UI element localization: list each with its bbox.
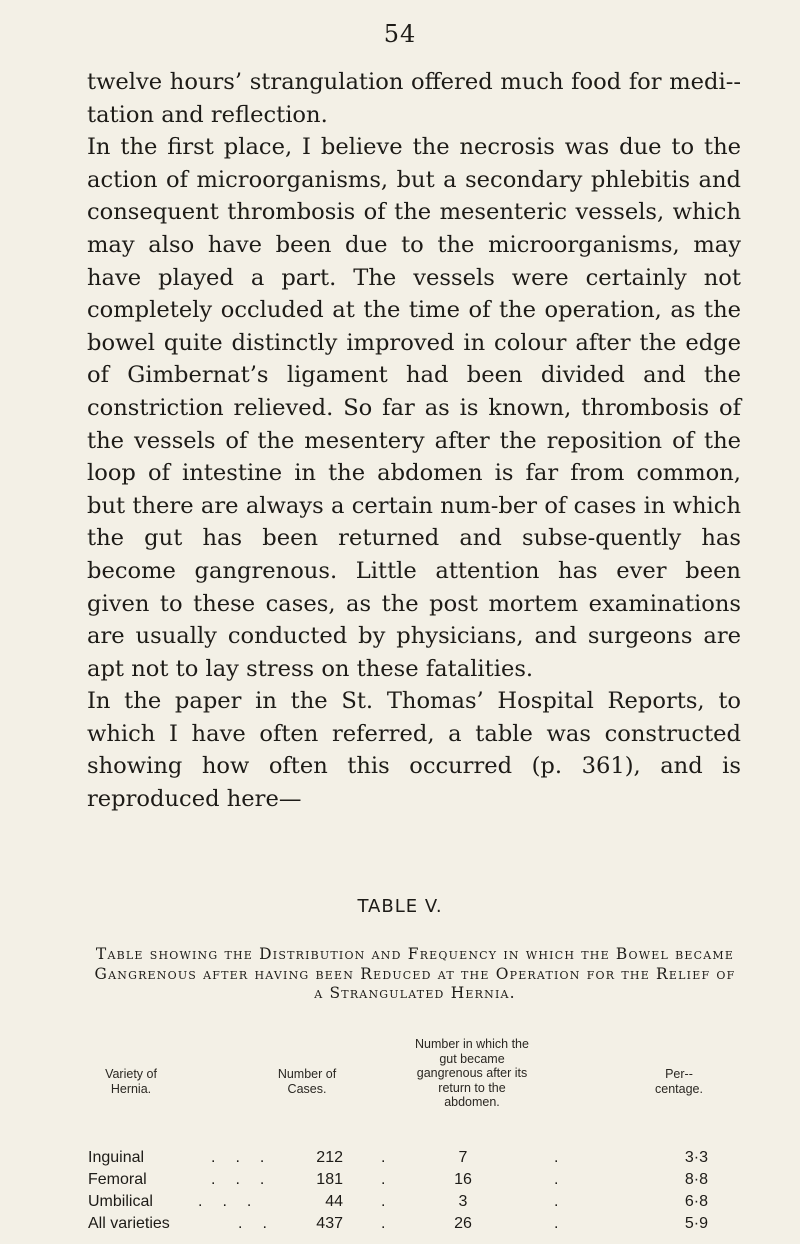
paragraph-3: In the paper in the St. Thomas’ Hospital Reports, to which I have often referred, a table was constructed showing how often this occurred (p. 361), and is reproduced here—	[87, 688, 741, 813]
table-caption: Table showing the Distribution and Frequency in which the Bowel became Gangrenous after having been Reduced at the Operation for the Relief of a Strangulated Hernia.	[94, 945, 736, 1002]
row-variety: Inguinal	[88, 1149, 145, 1166]
leader-dots: ..	[238, 1215, 287, 1232]
table-row	[88, 1149, 748, 1171]
leader-dots: ...	[211, 1171, 285, 1188]
row-variety: All varieties	[88, 1215, 170, 1232]
row-gangrenous: 16	[454, 1171, 472, 1188]
row-cases: 44	[325, 1193, 343, 1210]
leader-dot: .	[554, 1171, 559, 1188]
leader-dot: .	[554, 1193, 559, 1210]
paragraph-2: In the first place, I believe the necrosis was due to the action of microorganisms, but a secondary phlebitis and consequent thrombosis of the mesenteric vessels, which may also have been due to the microorganisms, may have played a part. The vessels were certainly not completely occluded at the time of the operation, as the bowel quite distinctly improved in colour after the edge of Gimbernat’s ligament had been divided and the constriction relieved. So far as is known, thrombosis of the vessels of the mesentery after the reposition of the loop of intestine in the abdomen is far from common, but there are always a certain num-ber of cases in which the gut has been returned and subse-quently has become gangrenous. Little attention has ever been given to these cases, as the post mortem examinations are usually conducted by physicians, and surgeons are apt not to lay stress on these fatalities.	[87, 134, 741, 682]
row-cases: 181	[316, 1171, 343, 1188]
leader-dot: .	[381, 1193, 386, 1210]
row-percentage: 3·3	[684, 1149, 708, 1166]
page-number: 54	[383, 20, 417, 48]
row-variety: Femoral	[88, 1171, 147, 1188]
row-gangrenous: 3	[458, 1193, 468, 1210]
row-gangrenous: 26	[454, 1215, 472, 1232]
leader-dot: .	[381, 1215, 386, 1232]
table-row	[88, 1215, 748, 1237]
row-percentage: 8·8	[684, 1171, 708, 1188]
row-variety: Umbilical	[88, 1193, 153, 1210]
table-label: TABLE V.	[357, 896, 443, 917]
header-cases: Number of Cases.	[277, 1067, 337, 1096]
leader-dot: .	[381, 1149, 386, 1166]
body-text	[87, 66, 741, 816]
leader-dots: ...	[198, 1193, 272, 1210]
table-row	[88, 1171, 748, 1193]
row-cases: 437	[316, 1215, 343, 1232]
row-percentage: 6·8	[684, 1193, 708, 1210]
header-variety: Variety of Hernia.	[105, 1067, 157, 1096]
leader-dot: .	[381, 1171, 386, 1188]
leader-dots: ...	[211, 1149, 285, 1166]
table-row	[88, 1193, 748, 1215]
leader-dot: .	[554, 1215, 559, 1232]
row-gangrenous: 7	[458, 1149, 468, 1166]
header-gangrenous: Number in which the gut became gangrenous after its return to the abdomen.	[415, 1037, 529, 1109]
row-cases: 212	[316, 1149, 343, 1166]
row-percentage: 5·9	[684, 1215, 708, 1232]
header-percentage: Per-centage.	[655, 1067, 703, 1096]
paragraph-1: twelve hours’ strangulation offered much food for medi-tation and reflection.	[87, 69, 741, 128]
leader-dot: .	[554, 1149, 559, 1166]
